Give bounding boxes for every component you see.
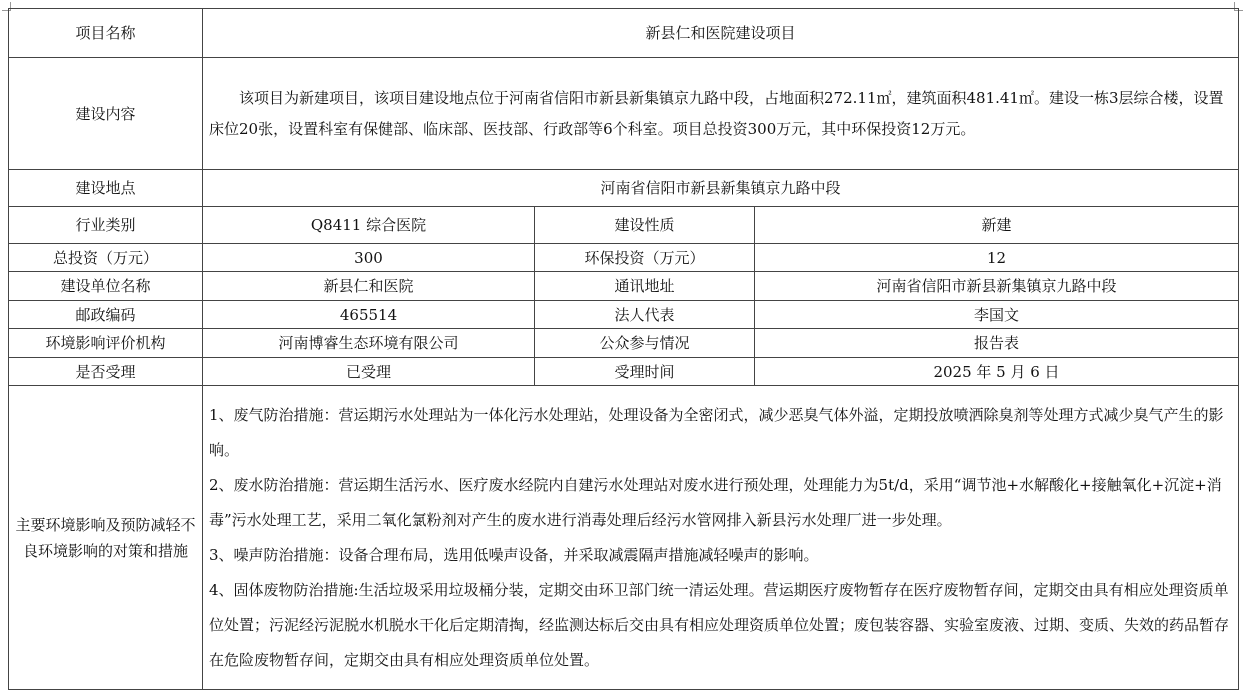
row-unit bbox=[9, 272, 1239, 301]
env-investment-label: 环保投资（万元） bbox=[535, 244, 755, 272]
postcode-label: 邮政编码 bbox=[9, 301, 203, 329]
industry-label: 行业类别 bbox=[9, 207, 203, 244]
accepted-value: 已受理 bbox=[203, 358, 535, 386]
row-location bbox=[9, 170, 1239, 207]
row-accepted bbox=[9, 358, 1239, 386]
investment-label: 总投资（万元） bbox=[9, 244, 203, 272]
nature-value: 新建 bbox=[755, 207, 1239, 244]
legal-rep-value: 李国文 bbox=[755, 301, 1239, 329]
postcode-value: 465514 bbox=[203, 301, 535, 329]
unit-label: 建设单位名称 bbox=[9, 272, 203, 301]
row-industry bbox=[9, 207, 1239, 244]
measures-label: 主要环境影响及预防减轻不良环境影响的对策和措施 bbox=[9, 386, 203, 690]
agency-value: 河南博睿生态环境有限公司 bbox=[203, 329, 535, 358]
accept-time-value: 2025 年 5 月 6 日 bbox=[755, 358, 1239, 386]
row-investment bbox=[9, 244, 1239, 272]
location-value: 河南省信阳市新县新集镇京九路中段 bbox=[203, 170, 1239, 207]
measure-item-noise: 3、噪声防治措施：设备合理布局，选用低噪声设备，并采取减震隔声措施减轻噪声的影响。 bbox=[209, 545, 819, 564]
unit-value: 新县仁和医院 bbox=[203, 272, 535, 301]
public-participation-value: 报告表 bbox=[755, 329, 1239, 358]
row-measures bbox=[9, 386, 1239, 690]
address-label: 通讯地址 bbox=[535, 272, 755, 301]
row-content bbox=[9, 58, 1239, 170]
accept-time-label: 受理时间 bbox=[535, 358, 755, 386]
env-investment-value: 12 bbox=[755, 244, 1239, 272]
public-participation-label: 公众参与情况 bbox=[535, 329, 755, 358]
nature-label: 建设性质 bbox=[535, 207, 755, 244]
content-label: 建设内容 bbox=[9, 58, 203, 170]
industry-value: Q8411 综合医院 bbox=[203, 207, 535, 244]
accepted-label: 是否受理 bbox=[9, 358, 203, 386]
project-name-label: 项目名称 bbox=[9, 9, 203, 58]
project-name-value: 新县仁和医院建设项目 bbox=[203, 9, 1239, 58]
measure-item-air: 1、废气防治措施：营运期污水处理站为一体化污水处理站，处理设备为全密闭式，减少恶臭气体外溢，定期投放喷洒除臭剂等处理方式减少臭气产生的影响。 bbox=[209, 405, 1224, 459]
content-text: 该项目为新建项目，该项目建设地点位于河南省信阳市新县新集镇京九路中段，占地面积272.11㎡，建筑面积481.41㎡。建设一栋3层综合楼，设置床位20张，设置科室有保健部、临床部、医技部、行政部等6个科室。项目总投资300万元，其中环保投资12万元。 bbox=[209, 88, 1224, 138]
agency-label: 环境影响评价机构 bbox=[9, 329, 203, 358]
project-info-table bbox=[8, 8, 1239, 690]
row-agency bbox=[9, 329, 1239, 358]
legal-rep-label: 法人代表 bbox=[535, 301, 755, 329]
address-value: 河南省信阳市新县新集镇京九路中段 bbox=[755, 272, 1239, 301]
row-project-name bbox=[9, 9, 1239, 58]
location-label: 建设地点 bbox=[9, 170, 203, 207]
measure-item-solid-waste: 4、固体废物防治措施:生活垃圾采用垃圾桶分装，定期交由环卫部门统一清运处理。营运期医疗废物暂存在医疗废物暂存间，定期交由具有相应处理资质单位处置；污泥经污泥脱水机脱水干化后定期清掏，经监测达标后交由具有相应处理资质单位处置；废包装容器、实验室废液、过期、变质、失效的药品暂存在危险废物暂存间，定期交由具有相应处理资质单位处置。 bbox=[209, 580, 1230, 669]
investment-value: 300 bbox=[203, 244, 535, 272]
measure-item-water: 2、废水防治措施：营运期生活污水、医疗废水经院内自建污水处理站对废水进行预处理，处理能力为5t/d，采用“调节池+水解酸化+接触氧化+沉淀+消毒”污水处理工艺，采用二氧化氯粉剂对产生的废水进行消毒处理后经污水管网排入新县污水处理厂进一步处理。 bbox=[209, 475, 1222, 529]
row-postcode bbox=[9, 301, 1239, 329]
